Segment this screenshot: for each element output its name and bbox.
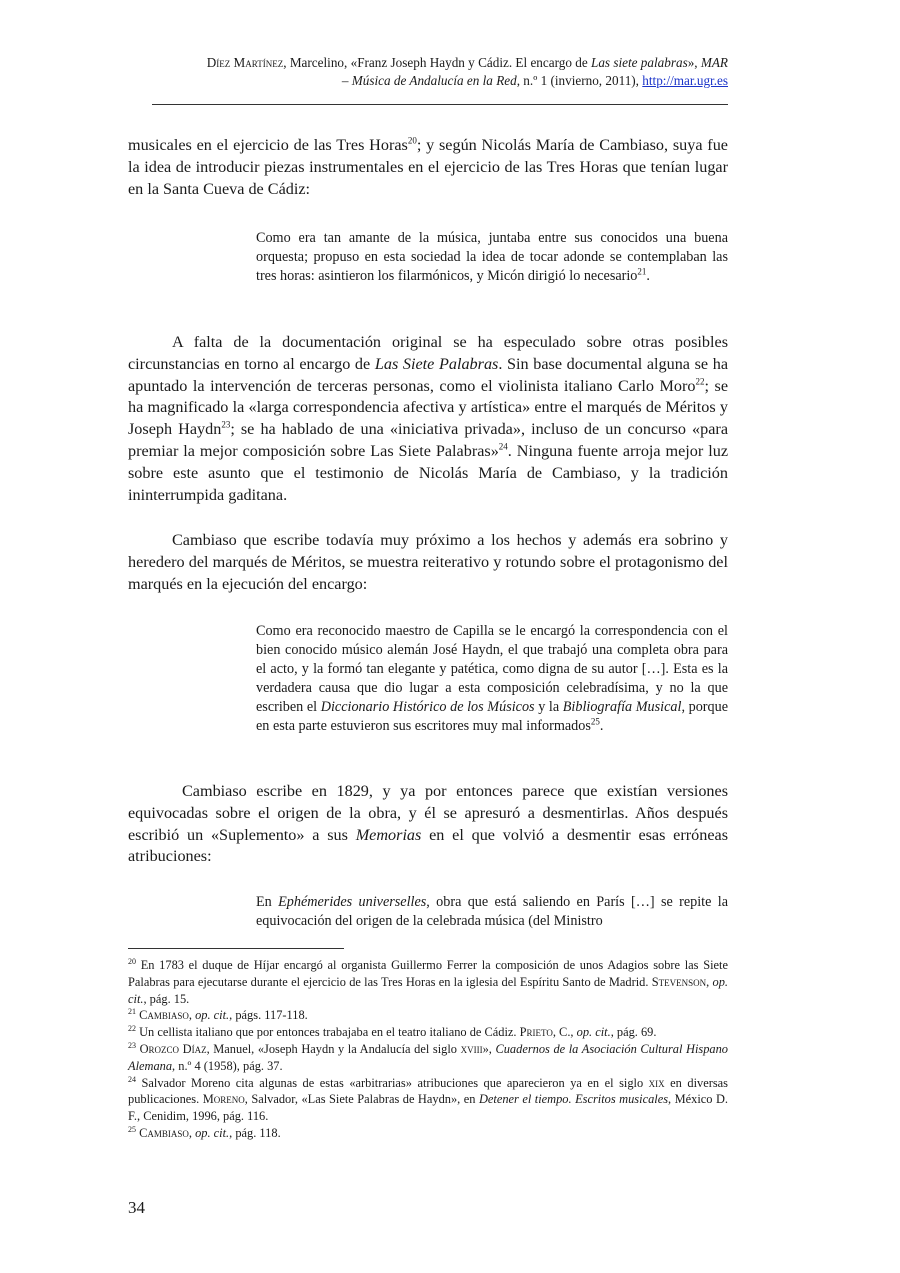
footnote-author: Orozco Díaz [136, 1041, 207, 1056]
paragraph-italic: Las Siete Palabras [374, 354, 499, 373]
footnote-text: , pág. 69. [610, 1025, 657, 1040]
footnote-text: Un cellista italiano que por entonces trabajaba en el teatro italiano de Cádiz. [136, 1025, 520, 1040]
quote-text: , porque en esta parte estuvieron sus escritores muy mal informados [256, 699, 728, 734]
footnote-25 [128, 1125, 728, 1142]
paragraph-text: en el que volvió a desmentir esas erróneas atribuciones: [128, 825, 729, 866]
header-url-link[interactable]: http://mar.ugr.es [642, 73, 728, 88]
quote-text: Como era tan amante de la música, juntaba entre sus conocidos una buena orquesta; propuso en esta sociedad la idea de tocar adonde se contemplaban las tres horas: asintieron los filarmónicos, y Micón dirigió lo necesario [256, 230, 728, 284]
footnote-text: , págs. 117-118. [229, 1008, 308, 1023]
paragraph-text: . Sin base documental alguna se ha apuntado la intervención de terceras personas, como el violinista italiano Carlo Moro [128, 354, 729, 395]
quote-text: Como era reconocido maestro de Capilla se le encargó la correspondencia con el bien conocido músico alemán José Haydn, el que trabajó una completa obra para el acto, y la formó tan elegante y patética, como digna de su autor […]. Esta es la verdadera causa que dio lugar a esta composición celebradísima, y no la que escriben el [256, 623, 728, 715]
footnote-italic: op. cit. [195, 1008, 230, 1023]
quote-text: y la [534, 699, 563, 715]
footnote-text: en diversas publicaciones. [128, 1075, 728, 1107]
quote-text: , obra que está saliendo en París […] se repite la equivocación del origen de la celebrada música (del Ministro [256, 894, 728, 929]
footnote-text: , [706, 974, 713, 989]
footnote-text: , C., [552, 1025, 577, 1040]
paragraph-text: Cambiaso que escribe todavía muy próximo a los hechos y además era sobrino y heredero del marqués de Méritos, se muestra reiterativo y rotundo sobre el protagonismo del marqués en la ejecución del encargo: [128, 531, 728, 593]
footnote-ref-21[interactable]: 21 [637, 266, 647, 277]
quote-text: En [256, 894, 279, 910]
footnote-ref-25[interactable]: 25 [590, 716, 600, 727]
footnote-ref-22[interactable]: 22 [695, 376, 705, 387]
footnote-century: xix [648, 1075, 665, 1090]
block-quote-1 [256, 229, 728, 286]
header-work-title: Las siete palabras [590, 55, 688, 70]
paragraph-text: ; y según Nicolás María de Cambiaso, suya fue la idea de introducir piezas instrumentales en el ejercicio de las Tres Horas que tenían lugar en la Santa Cueva de Cádiz: [128, 136, 728, 198]
block-quote-3 [256, 893, 728, 931]
running-header [128, 54, 728, 90]
footnote-22 [128, 1024, 728, 1041]
paragraph-4 [128, 781, 728, 868]
header-author-rest: , Marcelino, «Franz Joseph Haydn y Cádiz. El encargo de [283, 55, 591, 70]
quote-italic: Diccionario Histórico de los Músicos [320, 699, 535, 715]
paragraph-1 [128, 135, 728, 200]
paragraph-text: . Ninguna fuente arroja mejor luz sobre este asunto que el testimonio de Nicolás María de Cambiaso, y la tradición ininterrumpida gaditana. [128, 441, 728, 504]
header-issue: , n.º 1 (invierno, 2011), [516, 73, 643, 88]
footnote-text: En 1783 el duque de Híjar encargó al organista Guillermo Ferrer la composición de unos Adagios sobre las Siete Palabras para ejecutarse durante el ejercicio de las Tres Horas en la iglesia del Espíritu Santo de Madrid. [128, 958, 728, 989]
footnote-italic: Cuadernos de la Asociación Cultural Hispano Alemana [128, 1041, 728, 1073]
footnotes [128, 957, 728, 1142]
footnote-rule [128, 948, 344, 949]
footnote-italic: op. cit. [195, 1125, 230, 1140]
quote-italic: Bibliografía Musical [562, 699, 682, 715]
footnote-author: Prieto [519, 1025, 553, 1040]
header-rule [152, 104, 728, 105]
paragraph-text: Cambiaso escribe en 1829, y ya por entonces parece que existían versiones equivocadas sobre el origen de la obra, y él se apresuró a desmentirlas. Años después escribió un «Suplemento» a sus [128, 782, 728, 844]
paragraph-italic: Memorias [355, 825, 422, 844]
footnote-century: xviii [460, 1041, 483, 1056]
footnote-24 [128, 1075, 728, 1125]
footnote-number: 23 [128, 1040, 136, 1050]
paragraph-2 [128, 332, 728, 506]
footnote-text: , Manuel, «Joseph Haydn y la Andalucía del siglo [206, 1041, 461, 1056]
footnote-italic: op. cit. [128, 974, 728, 1006]
header-text: », [687, 55, 701, 70]
footnote-text: », [482, 1041, 496, 1056]
footnote-number: 20 [128, 956, 136, 966]
header-journal-full: Música de Andalucía en la Red [351, 73, 517, 88]
footnote-author: Stevenson [651, 974, 707, 989]
footnote-author: Cambiaso [136, 1008, 189, 1023]
footnote-author: Moreno [202, 1092, 245, 1107]
block-quote-2 [256, 622, 728, 736]
footnote-text: , [188, 1125, 196, 1140]
footnote-ref-24[interactable]: 24 [498, 441, 508, 452]
footnote-21 [128, 1007, 728, 1024]
quote-text: . [599, 718, 604, 734]
footnote-text: Salvador Moreno cita algunas de estas «arbitrarias» atribuciones que aparecieron ya en el siglo [136, 1075, 649, 1090]
footnote-number: 21 [128, 1007, 136, 1017]
footnote-ref-20[interactable]: 20 [407, 135, 417, 146]
footnote-text: , [188, 1008, 196, 1023]
footnote-italic: op. cit. [576, 1025, 611, 1040]
page-number: 34 [128, 1198, 145, 1217]
footnote-text: , pág. 118. [229, 1125, 281, 1140]
footnote-23 [128, 1041, 728, 1075]
footnote-number: 24 [128, 1074, 136, 1084]
footnote-number: 25 [128, 1124, 136, 1134]
footnote-italic: Detener el tiempo. Escritos musicales [478, 1092, 669, 1107]
header-journal-abbr: MAR [700, 55, 728, 70]
paragraph-text: ; se ha magnificado la «larga correspondencia afectiva y artística» entre el marqués de Méritos y Joseph Haydn [128, 376, 729, 439]
footnote-text: , pág. 15. [143, 991, 190, 1006]
quote-italic: Ephémerides universelles [278, 894, 427, 910]
paragraph-text: A falta de la documentación original se ha especulado sobre otras posibles circunstancias en torno al encargo de [128, 333, 728, 373]
paragraph-text: musicales en el ejercicio de las Tres Horas [128, 136, 408, 154]
footnote-text: , Salvador, «Las Siete Palabras de Haydn», en [244, 1092, 479, 1107]
footnote-text: , México D. F., Cenidim, 1996, pág. 116. [128, 1092, 728, 1124]
paragraph-3 [128, 530, 728, 595]
footnote-ref-23[interactable]: 23 [221, 419, 231, 430]
paragraph-text: ; se ha hablado de una «iniciativa privada», incluso de un concurso «para premiar la mejor composición sobre Las Siete Palabras» [128, 420, 728, 460]
footnote-text: , n.º 4 (1958), pág. 37. [172, 1058, 283, 1073]
footnote-author: Cambiaso [136, 1125, 189, 1140]
footnote-20 [128, 957, 728, 1007]
header-dash: – [341, 73, 352, 88]
header-author-surname: Díez Martínez [206, 55, 284, 70]
footnote-number: 22 [128, 1024, 136, 1034]
quote-text: . [646, 268, 650, 284]
